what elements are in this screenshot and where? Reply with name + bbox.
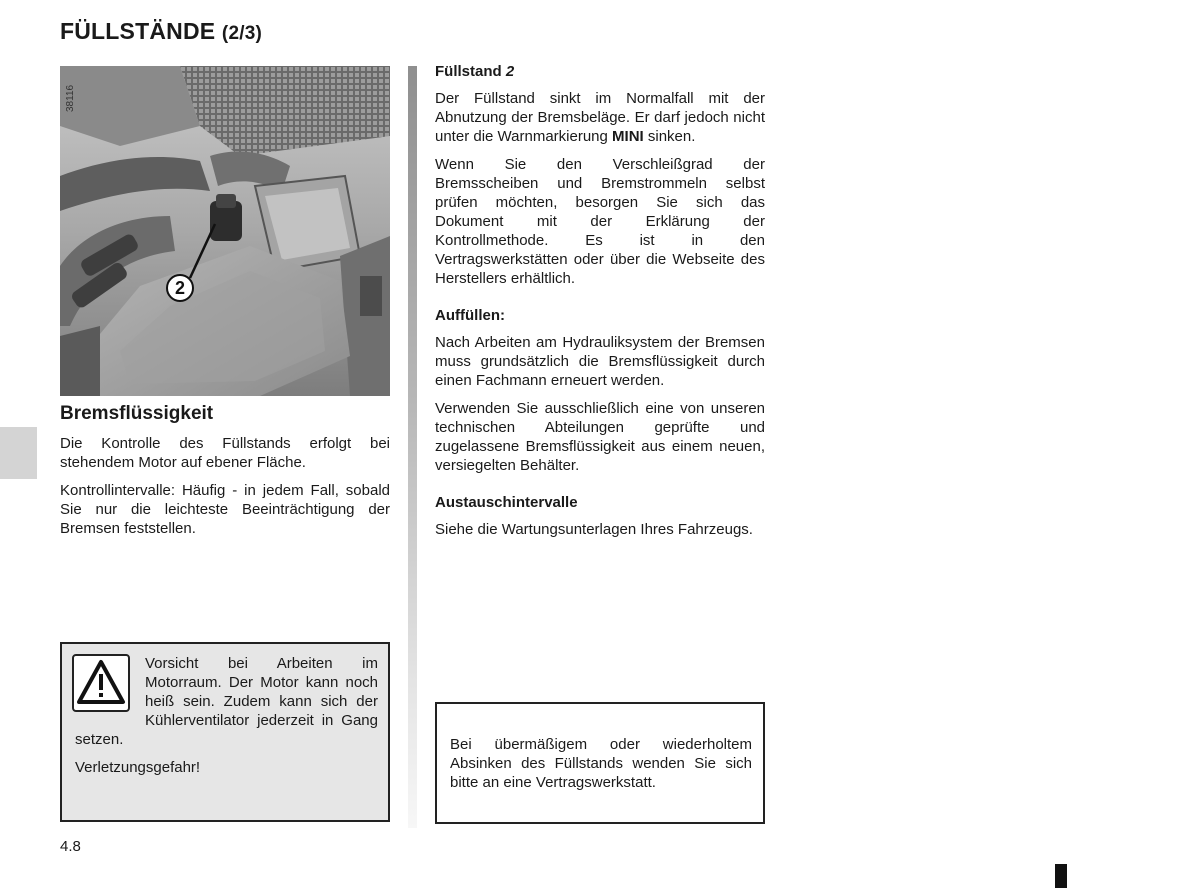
- chapter-tab-marker: [0, 427, 37, 479]
- paragraph-wear-check: Wenn Sie den Verschleißgrad der Bremsscheiben und Bremstrommeln selbst prüfen möchten, besorgen Sie sich das Dokument mit der Erklärung der Kontrollmethode. Es ist in den Vertragswerkstätten oder über die Webseite des Herstellers erhältlich.: [435, 156, 765, 287]
- warning-text: [75, 654, 378, 786]
- warning-danger: Verletzungsgefahr!: [75, 759, 201, 776]
- level-heading: [435, 62, 765, 81]
- figure-callout-number: 2: [174, 278, 185, 298]
- level-heading-number: 2: [505, 63, 515, 80]
- page-title: [60, 18, 262, 45]
- level-drop-text-end: sinken.: [643, 128, 696, 145]
- warning-paragraph: Vorsicht bei Arbeiten im Motorraum. Der Motor kann noch heiß sein. Zudem kann sich der Kühlerventilator jederzeit in Gang setzen.: [75, 655, 378, 748]
- brake-fluid-section: [60, 402, 390, 547]
- paragraph-fill-approved: Verwenden Sie ausschließlich eine von unseren technischen Abteilungen geprüfte und zugelassene Bremsflüssigkeit aus einem neuen, versiegelten Behälter.: [435, 400, 765, 474]
- engine-bay-photo: [60, 66, 390, 396]
- column-divider-bar: [408, 66, 417, 828]
- fill-heading: Auffüllen:: [435, 307, 505, 324]
- figure-reference-code: 38116: [65, 84, 76, 112]
- paragraph-interval: Siehe die Wartungsunterlagen Ihres Fahrzeugs.: [435, 521, 753, 538]
- paragraph-check-interval: Kontrollintervalle: Häufig - in jedem Fall, sobald Sie nur die leichteste Beeinträchtigung der Bremsen feststellen.: [60, 482, 390, 537]
- warning-box: [60, 642, 390, 822]
- mini-mark-label: MINI: [612, 128, 644, 145]
- interval-heading: Austauschintervalle: [435, 494, 578, 511]
- page-number: 4.8: [60, 838, 81, 855]
- paragraph-check-condition: Die Kontrolle des Füllstands erfolgt bei stehendem Motor auf ebener Fläche.: [60, 435, 390, 471]
- engine-bay-illustration: [60, 66, 390, 396]
- info-box: [435, 702, 765, 824]
- page-title-text: FÜLLSTÄNDE: [60, 18, 216, 44]
- paragraph-level-drop: [435, 89, 765, 146]
- section-heading: Bremsflüssigkeit: [60, 403, 214, 424]
- page-corner-mark: [1055, 864, 1067, 888]
- info-text: Bei übermäßigem oder wiederholtem Absinken des Füllstands wenden Sie sich bitte an eine Vertragswerkstatt.: [450, 736, 752, 791]
- level-drop-text-start: Der Füllstand sinkt im Normalfall mit der Abnutzung der Bremsbeläge. Er darf jedoch nicht unter die Warnmarkierung: [435, 90, 765, 145]
- level-heading-text: Füllstand: [435, 63, 506, 80]
- paragraph-fill-specialist: Nach Arbeiten am Hydrauliksystem der Bremsen muss grundsätzlich die Bremsflüssigkeit durch einen Fachmann erneuert werden.: [435, 334, 765, 389]
- page-title-suffix: (2/3): [221, 23, 262, 44]
- right-column: [435, 62, 765, 548]
